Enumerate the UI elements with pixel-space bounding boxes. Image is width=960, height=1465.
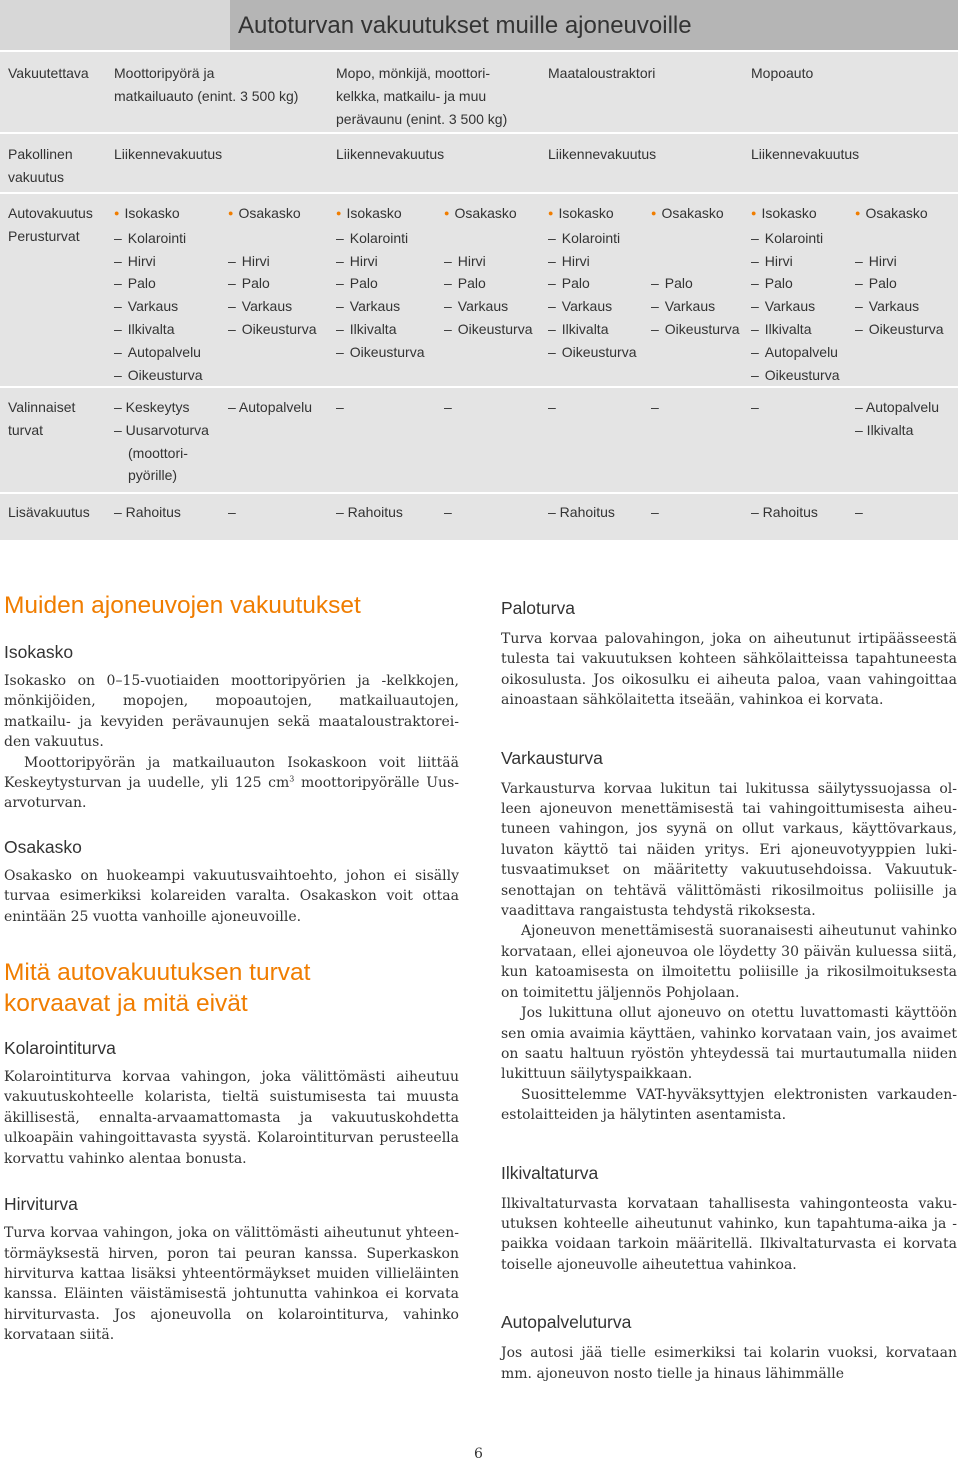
subheading: Ilkivaltaturva — [501, 1162, 599, 1183]
coverage-head: ● Osakasko — [228, 202, 317, 227]
additional-cell: – — [228, 504, 236, 520]
additional-cell: – Rahoitus — [114, 504, 181, 520]
row-label: Vakuutettava — [8, 65, 89, 81]
vehicle-cell: Mopo, mönkijä, moottori- kelkka, matkailu- ja muu perävaunu (enint. 3 500 kg) — [336, 65, 508, 127]
right-column — [501, 597, 957, 1384]
coverage-head: ● Osakasko — [444, 202, 533, 227]
row-pakollinen — [0, 134, 958, 192]
additional-cell: – — [444, 504, 452, 520]
coverage-column: ● Osakasko – Palo – Varkaus – Oikeusturva — [651, 202, 740, 341]
insurance-cell: Liikennevakuutus — [548, 146, 657, 162]
left-column — [4, 590, 459, 1346]
vehicle-cell: Maataloustraktori — [548, 65, 656, 81]
paragraph: Osakasko on huokeampi vakuutusvaihtoehto, johon ei sisälly turvaa esimerkiksi kolareiden varalta. Osakaskon voit ottaa enintään 25 vuotta vanhoille ajoneuvoille. — [4, 867, 459, 925]
optional-cell: – Autopalvelu – Ilkivalta — [855, 399, 940, 438]
optional-cell: – — [751, 399, 759, 415]
paragraph: Turva korvaa vahingon, joka on välittömästi aiheutunut yhteentörmäyksestä hirven, poron tai peuran kanssa. Superkaskon hirviturva kattaa lisäksi yhteentörmäykset muiden villieläinten kanssa. Eläinten väistämisestä johtunutta vahinkoa ei korvata hirviturvasta. Jos ajoneuvolla on kolarointiturva, vahinko korvataan siitä. — [4, 1225, 459, 1344]
subheading: Kolarointiturva — [4, 1038, 116, 1059]
paragraph: Jos lukittuna ollut ajoneuvo on otettu luvattomasti käyttöön sen omia avaimia käyttäen, vahinko korvataan vain, jos avaimet on saatu haltuun ryöstön yhteydessä tai murtautumalla niiden lukittuun säilytyspaikkaan. — [501, 1005, 957, 1083]
insurance-cell: Liikennevakuutus — [336, 146, 445, 162]
optional-cell: – Autopalvelu — [228, 399, 313, 415]
insurance-cell: Liikennevakuutus — [114, 146, 223, 162]
row-label: Autovakuutus Perusturvat — [8, 205, 93, 244]
paragraph: Ilkivaltaturvasta korvataan tahallisesta vahingonteosta vakuutuksen kohteelle aiheutunut vahinko, kun tapahtuma-aika ja -paikka voidaan tarkoin määritellä. Ilkivaltaturvasta ei korvata toiselle ajoneuvolle aiheutettua vahinkoa. — [501, 1195, 957, 1273]
section-title: Mitä autovakuutuksen turvat korvaavat ja mitä eivät — [4, 959, 311, 1018]
coverage-head: ● Osakasko — [855, 202, 944, 227]
coverage-column: ● Isokasko – Kolarointi – Hirvi – Palo – Varkaus – Ilkivalta – Autopalvelu – Oikeusturva — [751, 202, 840, 386]
paragraph: Ajoneuvon menettämisestä suoranaisesti aiheutunut vahinko korvataan, ellei ajoneuvoa ole löydetty 30 päivän kuluessa siitä, kun katoamisesta on ilmoitettu poliisille ja rikosilmoituksesta on toimitettu jäljennös Pohjolaan. — [501, 923, 957, 1001]
optional-cell: – — [336, 399, 344, 415]
paragraph: Kolarointiturva korvaa vahingon, joka välittömästi aiheutuu vakuutuskohteelle kolarista, tieltä suistumisesta tai muusta äkillisestä, ennalta-arvaamattomasta ja vakuutuskohdetta ulkoapäin vahingoittavasta syystä. Kolarointiturvan perusteella korvattu vahinko alentaa bonusta. — [4, 1069, 459, 1167]
paragraph: Isokasko on 0–15-vuotiaiden moottoripyörien ja -kelkkojen, mönkijöiden, mopojen, mopoautojen, matkailuautojen, matkailu- ja kevyiden perävaunujen sekä maataloustraktoreiden vakuutus. — [4, 673, 459, 751]
page-number: 6 — [474, 1446, 483, 1462]
coverage-column: ● Osakasko – Hirvi – Palo – Varkaus – Oikeusturva — [228, 202, 317, 341]
coverage-column: ● Isokasko – Kolarointi – Hirvi – Palo – Varkaus – Ilkivalta – Autopalvelu – Oikeusturva — [114, 202, 203, 386]
coverage-column: ● Isokasko – Kolarointi – Hirvi – Palo – Varkaus – Ilkivalta – Oikeusturva — [336, 202, 425, 364]
insurance-cell: Liikennevakuutus — [751, 146, 860, 162]
table-title-bar — [0, 0, 958, 50]
table-title: Autoturvan vakuutukset muille ajoneuvoille — [238, 12, 692, 39]
additional-cell: – Rahoitus — [336, 504, 403, 520]
additional-cell: – Rahoitus — [751, 504, 818, 520]
row-lisavakuutus — [0, 494, 958, 540]
additional-cell: – Rahoitus — [548, 504, 615, 520]
subheading: Osakasko — [4, 836, 82, 857]
coverage-column: ● Isokasko – Kolarointi – Hirvi – Palo – Varkaus – Ilkivalta – Oikeusturva — [548, 202, 637, 364]
subheading: Autopalveluturva — [501, 1312, 632, 1333]
optional-cell: – — [548, 399, 556, 415]
coverage-column: ● Osakasko – Hirvi – Palo – Varkaus – Oikeusturva — [444, 202, 533, 341]
paragraph: Suosittelemme VAT-hyväksyttyjen elektronisten varkaudenestolaitteiden ja hälytinten asentamista. — [501, 1086, 957, 1124]
row-label: Pakollinen vakuutus — [8, 146, 73, 185]
paragraph: Moottoripyörän ja matkailuauton Isokaskoon voit liittää Keskeytysturvan ja uudelle, yli 125 $cm^3$ moottoripyörälle Uusarvoturvan. — [4, 754, 459, 812]
row-vakuutettava — [0, 52, 958, 132]
additional-cell: – — [855, 504, 863, 520]
row-autovakuutus — [0, 194, 958, 386]
title-bar-left — [0, 0, 230, 50]
optional-cell: – — [651, 399, 659, 415]
subheading: Isokasko — [4, 642, 74, 662]
row-label: Lisävakuutus — [8, 504, 90, 520]
subheading: Paloturva — [501, 598, 575, 618]
coverage-head: ● Isokasko — [548, 202, 637, 227]
vehicle-cell: Moottoripyörä ja matkailuauto (enint. 3 500 kg) — [114, 65, 299, 104]
row-valinnaiset — [0, 388, 958, 492]
coverage-head: ● Isokasko — [114, 202, 203, 227]
section-title: Muiden ajoneuvojen vakuutukset — [4, 592, 361, 619]
optional-cell: – — [444, 399, 452, 415]
coverage-column: ● Osakasko – Hirvi – Palo – Varkaus – Oikeusturva — [855, 202, 944, 341]
vehicle-cell: Mopoauto — [751, 65, 814, 81]
paragraph: Jos autosi jää tielle esimerkiksi tai kolarin vuoksi, korvataan mm. ajoneuvon nosto tielle ja hinaus lähimmälle — [501, 1345, 957, 1382]
coverage-head: ● Isokasko — [336, 202, 425, 227]
coverage-head: ● Isokasko — [751, 202, 840, 227]
subheading: Hirviturva — [4, 1194, 78, 1215]
paragraph: Turva korvaa palovahingon, joka on aiheutunut irtipäässeestä tulesta tai vakuutuksen kohteen sähkölaitteissa tapahtuneesta oikosulusta. Jos oikosulku ei aiheuta paloa, vaan vahingoittaa ainoastaan sähkölaitetta itseään, vahinkoa ei korvata. — [501, 631, 957, 709]
subheading: Varkausturva — [501, 747, 603, 768]
additional-cell: – — [651, 504, 659, 520]
row-label: Valinnaiset turvat — [8, 399, 76, 438]
paragraph: Varkausturva korvaa lukitun tai lukitussa säilytyssuojassa olleen ajoneuvon menettämisestä tai vahingoittumisesta aiheutuneen vahingon, jos syynä on ollut varkaus, käyttövarkaus, luvaton käyttö tai näiden yritys. Eri ajoneuvotyyppien lukitusvaatimukset on määritetty vakuutusehdoissa. Vakuutuksenottajan on tehtävä välittömästi rikosilmoitus poliisille ja vaadittava rangaistusta tehdystä rikoksesta. — [501, 780, 957, 920]
coverage-head: ● Osakasko — [651, 202, 740, 227]
optional-cell: – Keskeytys – Uusarvoturva (moottori- pyörille) — [114, 399, 209, 484]
